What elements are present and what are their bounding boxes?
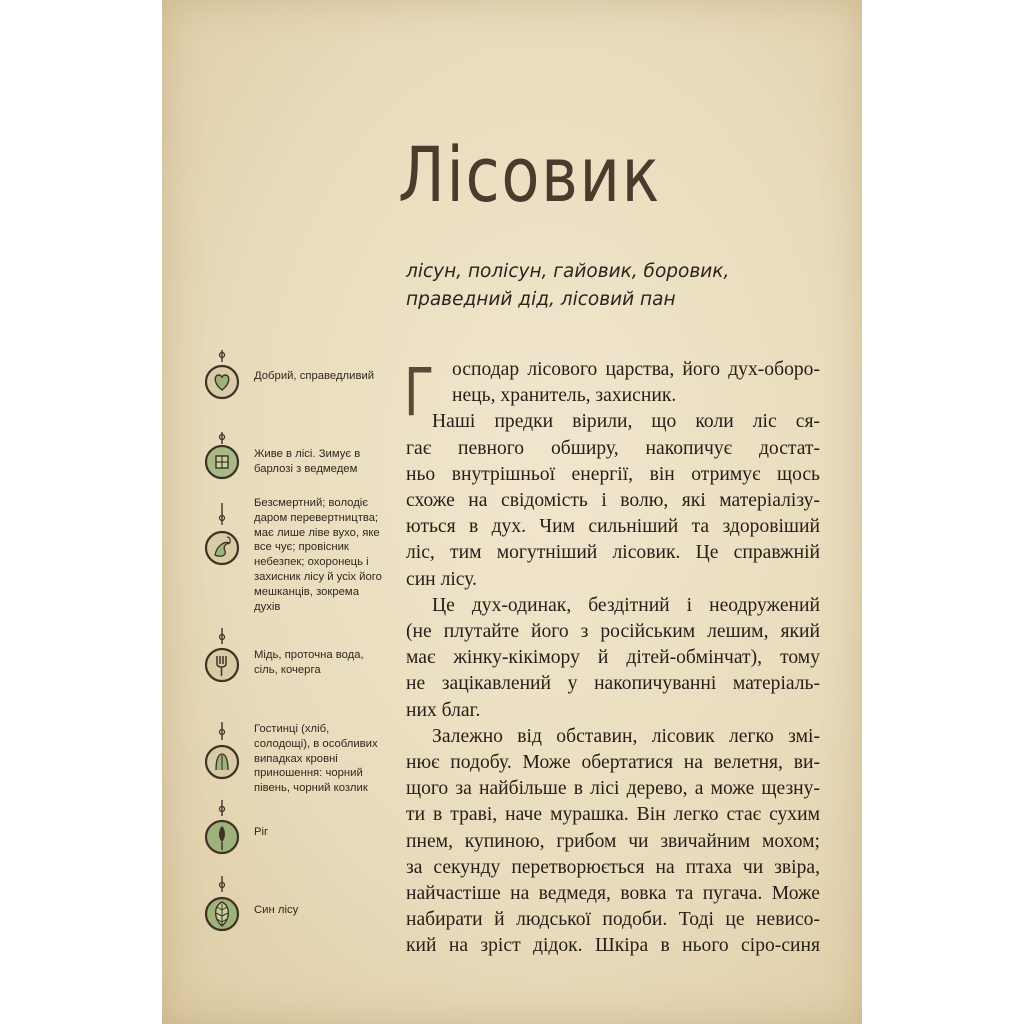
text-line: не зацікавлений у накопичуванні матеріаль- [406, 673, 820, 695]
text-line: пнем, купиною, грибом чи звичайним мохом; [406, 830, 820, 852]
page-title: Лісовик [398, 130, 661, 219]
house-icon [203, 432, 243, 492]
attribute-text: Безсмертний; володіє даром перевертництва; має лише ліве вухо, яке все чує; провісник небезпек; охоронець і захисник лісу й усіх його мешканців, зокрема духів [254, 497, 382, 613]
leaf-icon [203, 876, 243, 940]
text-line: ньо внутрішньої енергії, він отримує щось [406, 463, 820, 485]
text-line: Наші предки вірили, що коли ліс ся- [432, 411, 820, 433]
text-line: за секунду перетворюється на птаха чи звіра, [406, 856, 820, 878]
swan-icon [203, 503, 243, 583]
gift-icon [203, 722, 243, 792]
attribute-text: Син лісу [254, 904, 299, 916]
text-line: них благ. [406, 699, 481, 721]
horn-icon [203, 800, 243, 862]
heart-icon [203, 350, 243, 410]
text-line: набирати й людської подоби. Тоді це невисо- [406, 909, 820, 931]
text-line: ти в траві, наче мурашка. Він легко стає сухим [406, 804, 820, 826]
text-line: Це дух-одинак, бездітний і неодружений [432, 594, 820, 616]
attribute-text: Живе в лісі. Зимує в барлозі з ведмедем [254, 448, 361, 475]
attribute-text: Ріг [254, 826, 269, 838]
attribute-text: Добрий, справедливий [254, 370, 375, 382]
text-line: щого за найбільше в лісі дерево, а може щезну- [406, 778, 820, 800]
text-line: син лісу. [406, 568, 477, 590]
text-line: гає певного обширу, накопичує достат- [406, 437, 820, 459]
text-line: нець, хранитель, захисник. [452, 385, 677, 407]
attribute-text: Гостинці (хліб, солодощі), в особливих випадках кровні приношення: чорний півень, чорний козлик [254, 723, 378, 795]
text-line: нює подобу. Може обертатися на велетня, ви- [406, 752, 820, 774]
text-line: ліс, тим могутніший лісовик. Це справжній [406, 542, 820, 564]
drop-cap: Г [404, 354, 435, 431]
text-line: має жінку-кікімору й дітей-обмінчат), тому [406, 647, 820, 669]
text-line: кий на зріст дідок. Шкіра в нього сіро-синя [406, 935, 820, 957]
text-line: ються в дух. Чим сильніший та здоровіший [406, 516, 820, 538]
alternate-names: лісун, полісун, гайовик, боровик, праведний дід, лісовий пан [406, 261, 730, 310]
text-line: (не плутайте його з російським лешим, який [406, 621, 820, 643]
text-line: осподар лісового царства, його дух-оборо- [452, 359, 820, 380]
fork-icon [203, 628, 243, 698]
text-line: найчастіше на ведмедя, вовка та пугача. Може [406, 883, 820, 905]
main-text [404, 354, 820, 960]
text-line: Залежно від обставин, лісовик легко змі- [432, 725, 820, 747]
text-line: схоже на свідомість і волю, які матеріалізу- [406, 490, 820, 512]
attribute-text: Мідь, проточна вода, сіль, кочерга [254, 649, 364, 676]
